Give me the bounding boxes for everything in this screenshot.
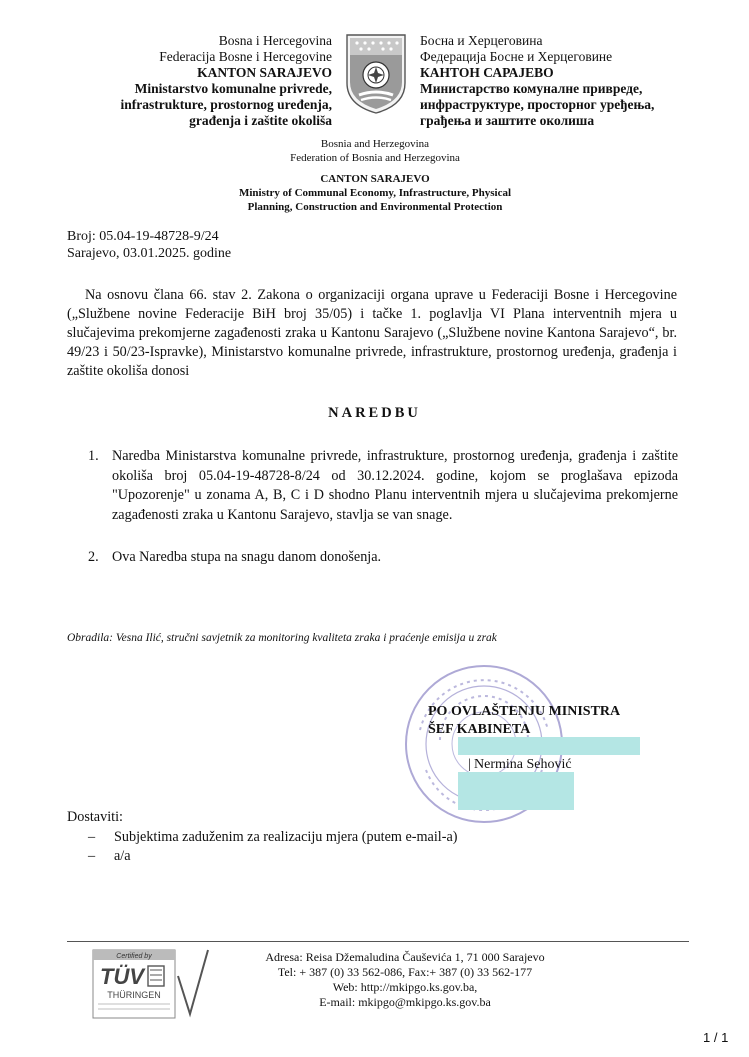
signature-position: ŠEF KABINETA xyxy=(428,722,531,737)
header-left-bosnian xyxy=(60,33,332,129)
order-item-number: 1. xyxy=(88,448,99,464)
prepared-by-note: Obradila: Vesna Ilić, stručni savjetnik za monitoring kvaliteta zraka i praćenje emisija u zrak xyxy=(67,632,497,644)
header-right-line: Федерација Босне и Херцеговине xyxy=(420,49,613,64)
document-title: NAREDBU xyxy=(328,405,421,421)
tuv-region-text: THÜRINGEN xyxy=(107,990,161,1000)
header-left-canton: KANTON SARAJEVO xyxy=(197,65,332,80)
tuv-certified-text: Certified by xyxy=(116,953,152,960)
delivery-list xyxy=(88,828,458,866)
delivery-item-text: Subjektima zaduženim za realizaciju mjera (putem e-mail-a) xyxy=(114,829,458,845)
page-number: 1 / 1 xyxy=(703,1030,729,1045)
header-right-ministry: инфраструктуре, просторног уређења, xyxy=(420,97,655,112)
header-english-canton: CANTON SARAJEVO xyxy=(320,173,430,185)
signature-block xyxy=(428,703,620,739)
document-reference xyxy=(67,228,231,262)
signature-mark: | xyxy=(468,757,471,772)
order-item-text: Ova Naredba stupa na snagu danom donošenja. xyxy=(112,549,382,565)
tuv-brand-text: TÜV xyxy=(100,964,144,989)
order-item xyxy=(88,548,678,568)
delivery-dash: – xyxy=(88,829,96,845)
delivery-item xyxy=(88,847,458,866)
header-english-ministry: Ministry of Communal Economy, Infrastructure, Physical xyxy=(238,187,512,199)
footer-contact xyxy=(215,950,595,1010)
header-left-ministry: Ministarstvo komunalne privrede, xyxy=(134,81,332,96)
footer-phone: Tel: + 387 (0) 33 562-086, Fax:+ 387 (0) 33 562-177 xyxy=(277,965,533,979)
header-left-ministry: građenja i zaštite okoliša xyxy=(189,113,332,128)
order-item-text: Naredba Ministarstva komunalne privrede, infrastrukture, prostornog uređenja, građenja i zaštite okoliša broj 05.04-19-48728-8/24 od 30.12.2024. godine, kojom se proglašava epizoda "Upozorenje" u zonama A, B, C i D shodno Planu interventnih mjera u slučajevima prekomjerne zagađenosti zraka u Kantonu Sarajevo, stavlja se van snage. xyxy=(112,448,678,523)
header-right-line: Босна и Херцеговина xyxy=(420,33,543,48)
footer-divider xyxy=(67,941,689,942)
header-right-cyrillic xyxy=(420,33,720,129)
order-item-number: 2. xyxy=(88,549,99,565)
header-right-canton: КАНТОН САРАЈЕВО xyxy=(420,65,554,80)
redaction-block xyxy=(458,737,640,755)
coat-of-arms-icon xyxy=(343,33,409,115)
header-right-ministry: Министарство комуналне привреде, xyxy=(420,81,643,96)
header-left-line: Federacija Bosne i Hercegovine xyxy=(159,49,332,64)
header-left-line: Bosna i Hercegovina xyxy=(218,33,332,48)
delivery-dash: – xyxy=(88,848,96,864)
signer-name: Nermina Sehović xyxy=(474,757,572,772)
delivery-item-text: a/a xyxy=(114,848,131,864)
delivery-label: Dostaviti: xyxy=(67,809,123,825)
header-english xyxy=(170,137,580,214)
header-english-line: Bosnia and Herzegovina xyxy=(320,138,430,150)
tuv-certification-logo-icon xyxy=(92,946,210,1022)
header-left-ministry: infrastrukture, prostornog uređenja, xyxy=(120,97,332,112)
document-place-date: Sarajevo, 03.01.2025. godine xyxy=(67,246,232,261)
signature-authority: PO OVLAŠTENJU MINISTRA xyxy=(428,704,621,719)
document-number: Broj: 05.04-19-48728-9/24 xyxy=(67,229,219,244)
redaction-block xyxy=(458,772,574,810)
footer-web: Web: http://mkipgo.ks.gov.ba, xyxy=(332,980,478,994)
header-right-ministry: грађења и заштите околиша xyxy=(420,113,595,128)
footer-address: Adresa: Reisa Džemaludina Čauševića 1, 71 000 Sarajevo xyxy=(265,950,545,964)
order-item xyxy=(88,447,678,525)
header-english-line: Federation of Bosnia and Herzegovina xyxy=(290,152,460,164)
intro-paragraph: Na osnovu člana 66. stav 2. Zakona o organizaciji organa uprave u Federaciji Bosne i Hercegovine („Službene novine Federacije BiH broj 35/05) i tačke 1. poglavlja VI Plana interventnih mjera u slučajevima prekomjerne zagađenosti zraka u Kantonu Sarajevo („Službene novine Kantona Sarajevo“, br. 49/23 i 50/23-Ispravke), Ministarstvo komunalne privrede, infrastrukture, prostornog uređenja, građenja i zaštite okoliša donosi xyxy=(67,287,677,379)
delivery-item xyxy=(88,828,458,847)
footer-email: E-mail: mkipgo@mkipgo.ks.gov.ba xyxy=(319,995,491,1009)
header-english-ministry: Planning, Construction and Environmental Protection xyxy=(247,201,503,213)
